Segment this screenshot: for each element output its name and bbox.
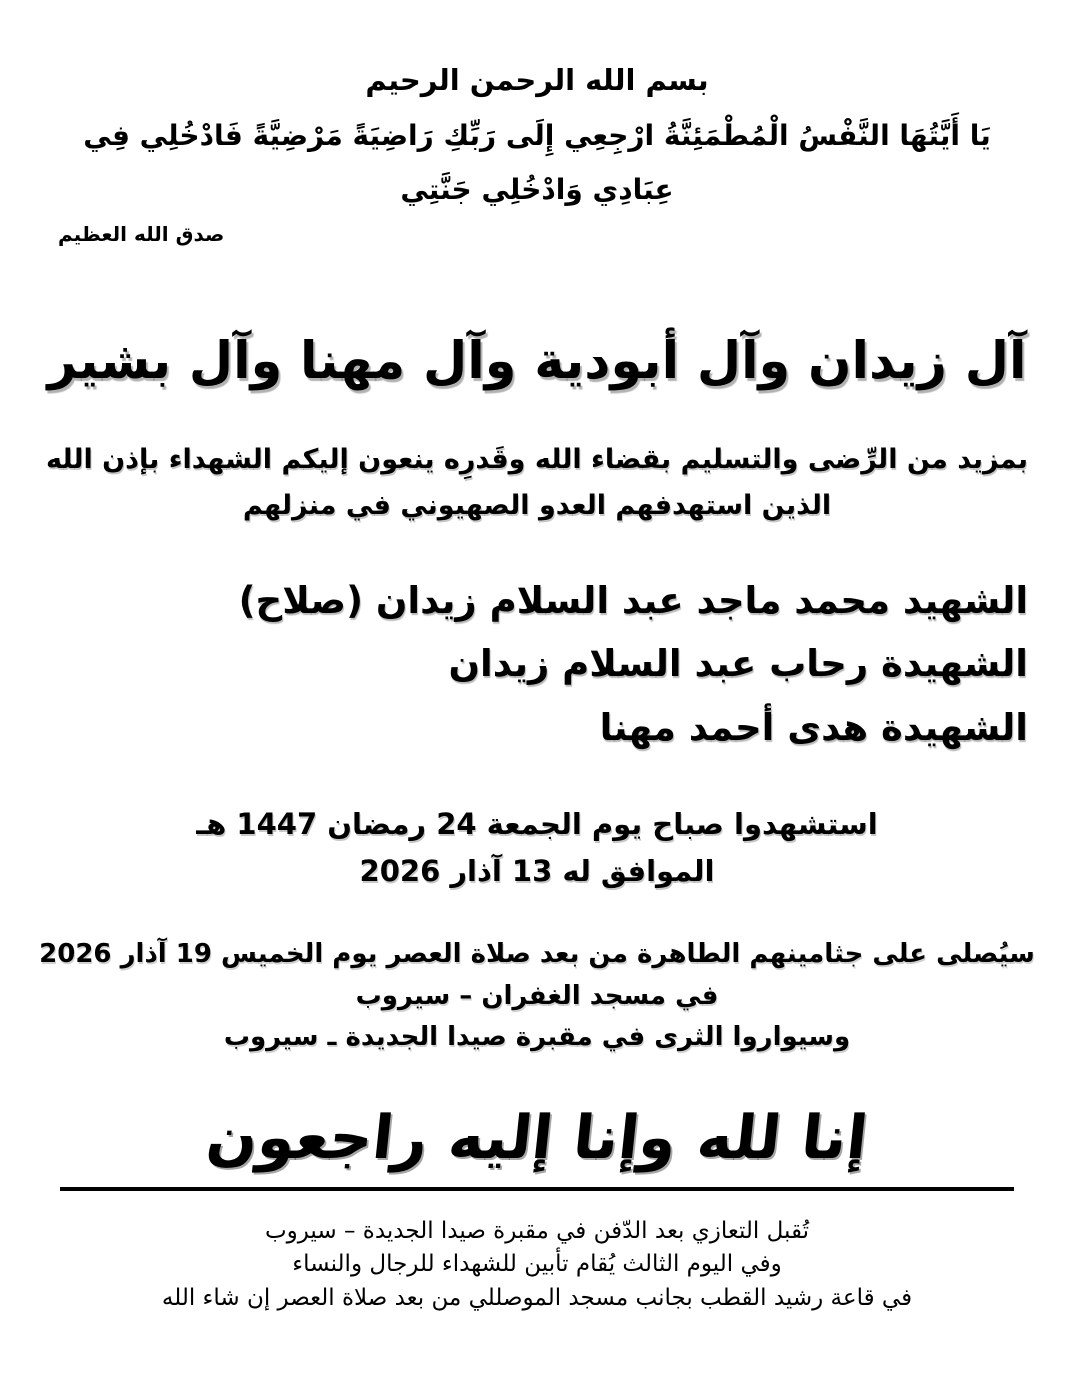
istirjaa-calligraphy: إنا لله وإنا إليه راجعون (203, 1102, 871, 1173)
condolences-footer (0, 1215, 1074, 1315)
families-title: آل زيدان وآل أبودية وآل مهنا وآل بشير (47, 331, 1027, 391)
divider-line (60, 1187, 1014, 1191)
martyr-name: الشهيدة هدى أحمد مهنا (599, 705, 1028, 749)
martyrdom-date-hijri: استشهدوا صباح يوم الجمعة 24 رمضان 1447 هـ (196, 807, 878, 842)
martyrs-list (0, 569, 1074, 760)
quran-verse-line1: يَا أَيَّتُهَا النَّفْسُ الْمُطْمَئِنَّةُ ارْجِعِي إِلَى رَبِّكِ رَاضِيَةً مَرْضِيَّةً فَادْخُلِي فِي (83, 118, 991, 152)
announcement-paragraph (0, 437, 1074, 529)
condolences-line2: وفي اليوم الثالث يُقام تأبين للشهداء للرجال والنساء (292, 1251, 782, 1278)
sadaqa-allah-text: صدق الله العظيم (58, 221, 225, 246)
announcement-line2: الذين استهدفهم العدو الصهيوني في منزلهم (242, 489, 832, 521)
burial-place: وسيواروا الثرى في مقبرة صيدا الجديدة ـ سيروب (223, 1022, 851, 1053)
funeral-mosque: في مسجد الغفران – سيروب (355, 980, 719, 1011)
funeral-details (0, 934, 1074, 1059)
funeral-prayer-time: سيُصلى على جثامينهم الطاهرة من بعد صلاة العصر يوم الخميس 19 آذار 2026 (39, 939, 1035, 970)
martyr-name: الشهيدة رحاب عبد السلام زيدان (448, 642, 1028, 686)
condolences-line1: تُقبل التعازي بعد الدّفن في مقبرة صيدا الجديدة – سيروب (264, 1217, 810, 1244)
martyr-name: الشهيد محمد ماجد عبد السلام زيدان (صلاح) (238, 578, 1028, 622)
announcement-line1: بمزيد من الرِّضى والتسليم بقضاء الله وقَدرِه ينعون إليكم الشهداء بإذن الله (45, 443, 1029, 475)
condolences-line3: في قاعة رشيد القطب بجانب مسجد الموصللي من بعد صلاة العصر إن شاء الله (161, 1284, 913, 1311)
basmala-text: بسم الله الرحمن الرحيم (365, 63, 709, 97)
martyrdom-date (0, 801, 1074, 894)
martyrdom-date-gregorian: الموافق له 13 آذار 2026 (359, 853, 715, 888)
quran-header (0, 0, 1074, 218)
quran-verse-line2: عِبَادِي وَادْخُلِي جَنَّتِي (400, 173, 674, 207)
